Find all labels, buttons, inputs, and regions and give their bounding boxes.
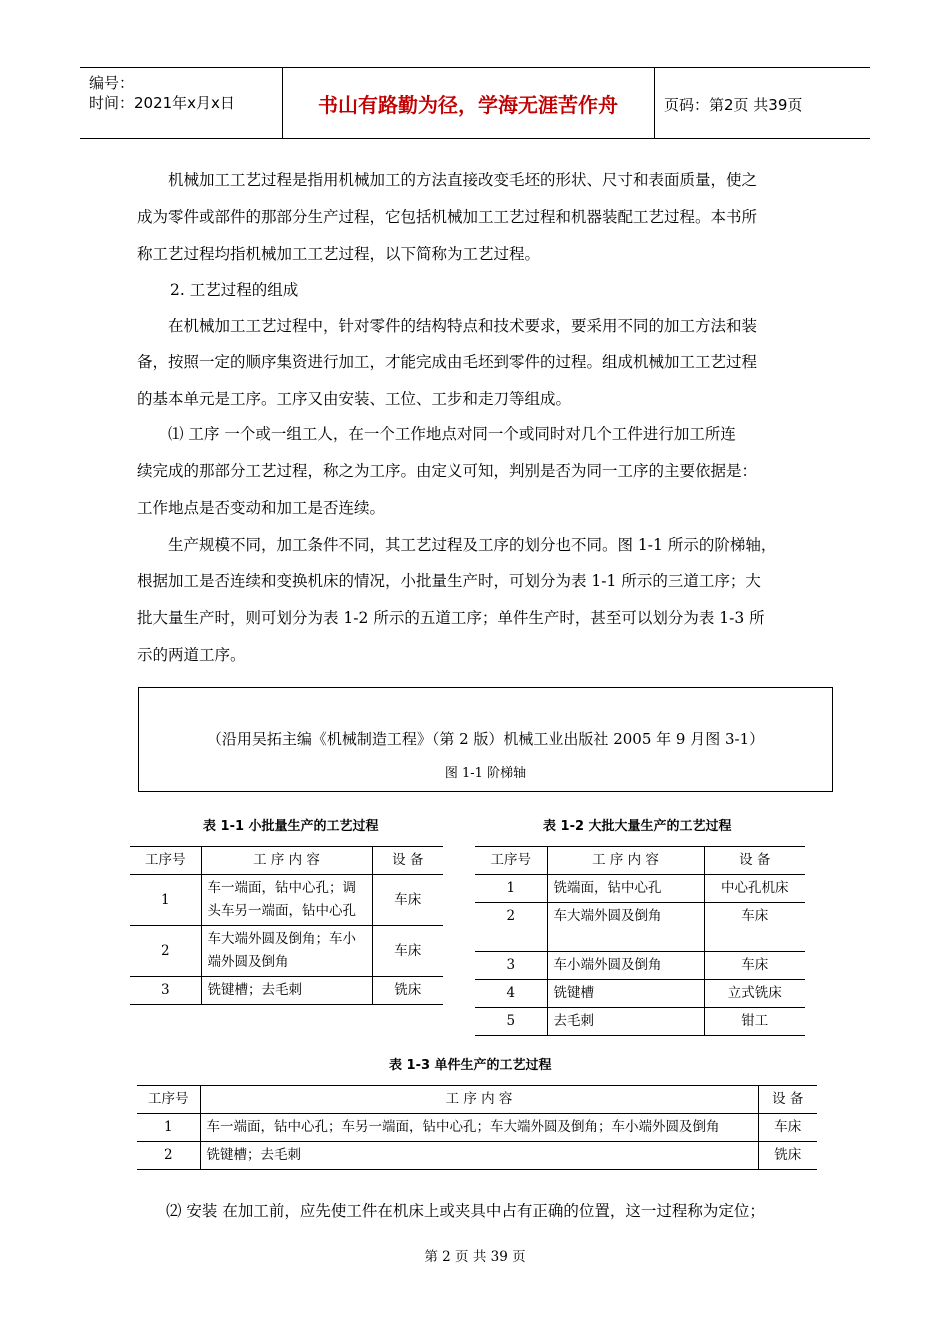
table3-header: 工 序 内 容 bbox=[200, 1086, 758, 1114]
table-row bbox=[475, 952, 805, 980]
table2-header: 设 备 bbox=[704, 847, 805, 875]
table2-header: 工 序 内 容 bbox=[547, 847, 704, 875]
table3-header: 设 备 bbox=[758, 1086, 817, 1114]
table-cell: 1 bbox=[137, 1114, 200, 1142]
table-cell: 3 bbox=[475, 952, 547, 980]
table3 bbox=[137, 1085, 817, 1170]
table-cell: 铣键槽；去毛刺 bbox=[200, 1142, 758, 1170]
table-row bbox=[130, 977, 443, 1005]
table2 bbox=[475, 846, 805, 1036]
table-cell: 车大端外圆及倒角 bbox=[547, 903, 704, 952]
paragraph-line: 续完成的那部分工艺过程，称之为工序。由定义可知，判别是否为同一工序的主要依据是： bbox=[137, 462, 758, 480]
table-cell: 1 bbox=[130, 875, 201, 926]
table-cell: 2 bbox=[130, 926, 201, 977]
paragraph-line: 的基本单元是工序。工序又由安装、工位、工步和走刀等组成。 bbox=[137, 390, 572, 408]
paragraph-line: 备，按照一定的顺序集资进行加工，才能完成由毛坯到零件的过程。组成机械加工工艺过程 bbox=[137, 353, 758, 371]
section-heading: 2. 工艺过程的组成 bbox=[170, 281, 299, 299]
paragraph-line: 生产规模不同，加工条件不同，其工艺过程及工序的划分也不同。图 1-1 所示的阶梯轴， bbox=[168, 536, 777, 554]
table-row bbox=[137, 1142, 817, 1170]
paragraph-line: 工作地点是否变动和加工是否连续。 bbox=[137, 499, 386, 517]
table-cell: 3 bbox=[130, 977, 201, 1005]
page-footer: 第 2 页 共 39 页 bbox=[424, 1249, 526, 1265]
table-row bbox=[475, 875, 805, 903]
table-cell: 去毛刺 bbox=[547, 1008, 704, 1036]
table-cell: 中心孔机床 bbox=[704, 875, 805, 903]
table-cell: 车一端面，钻中心孔；调头车另一端面，钻中心孔 bbox=[201, 875, 372, 926]
paragraph-line: 称工艺过程均指机械加工工艺过程，以下简称为工艺过程。 bbox=[137, 245, 541, 263]
table-cell: 车床 bbox=[704, 952, 805, 980]
table-cell: 车大端外圆及倒角；车小端外圆及倒角 bbox=[201, 926, 372, 977]
table1-caption: 表 1-1 小批量生产的工艺过程 bbox=[203, 819, 379, 834]
table2-header: 工序号 bbox=[475, 847, 547, 875]
table-cell: 2 bbox=[137, 1142, 200, 1170]
table-cell: 立式铣床 bbox=[704, 980, 805, 1008]
table-cell: 铣端面，钻中心孔 bbox=[547, 875, 704, 903]
paragraph-line: 示的两道工序。 bbox=[137, 646, 246, 664]
paragraph-line: 在机械加工工艺过程中，针对零件的结构特点和技术要求，要采用不同的加工方法和装 bbox=[168, 317, 758, 335]
table-row bbox=[137, 1114, 817, 1142]
table3-caption: 表 1-3 单件生产的工艺过程 bbox=[389, 1058, 552, 1073]
table-cell: 车一端面，钻中心孔；车另一端面，钻中心孔；车大端外圆及倒角；车小端外圆及倒角 bbox=[200, 1114, 758, 1142]
paragraph-line: ⑵ 安装 在加工前，应先使工件在机床上或夹具中占有正确的位置，这一过程称为定位； bbox=[166, 1202, 765, 1220]
page-header bbox=[80, 67, 870, 139]
table3-header: 工序号 bbox=[137, 1086, 200, 1114]
paragraph-line: 机械加工工艺过程是指用机械加工的方法直接改变毛坯的形状、尺寸和表面质量，使之 bbox=[168, 171, 758, 189]
table-cell: 4 bbox=[475, 980, 547, 1008]
figure-source: （沿用吴拓主编《机械制造工程》（第 2 版）机械工业出版社 2005 年 9 月图 3-1） bbox=[206, 730, 765, 748]
table-cell: 铣床 bbox=[774, 1147, 802, 1163]
table2-caption: 表 1-2 大批大量生产的工艺过程 bbox=[543, 819, 732, 834]
table-cell: 1 bbox=[475, 875, 547, 903]
paragraph-line: ⑴ 工序 一个或一组工人，在一个工作地点对同一个或同时对几个工件进行加工所连 bbox=[168, 425, 736, 443]
table-row bbox=[475, 903, 805, 952]
table-row bbox=[475, 1008, 805, 1036]
table1-header: 设 备 bbox=[372, 847, 443, 875]
table-cell: 铣键槽；去毛刺 bbox=[201, 977, 372, 1005]
page-info: 页码：第2页 共39页 bbox=[664, 96, 803, 114]
table-cell: 车床 bbox=[758, 1114, 817, 1142]
table-cell: 铣键槽 bbox=[547, 980, 704, 1008]
header-motto bbox=[282, 68, 655, 138]
doc-time-label: 时间：2021年x月x日 bbox=[89, 94, 235, 112]
figure-box bbox=[138, 687, 833, 792]
doc-code-label: 编号： bbox=[89, 74, 135, 92]
paragraph-line: 成为零件或部件的那部分生产过程，它包括机械加工工艺过程和机器装配工艺过程。本书所 bbox=[137, 208, 758, 226]
table-cell: 车床 bbox=[372, 875, 443, 926]
table-row bbox=[475, 980, 805, 1008]
table-row bbox=[130, 875, 443, 926]
paragraph-line: 根据加工是否连续和变换机床的情况，小批量生产时，可划分为表 1-1 所示的三道工序；大 bbox=[137, 572, 761, 590]
table1-header: 工 序 内 容 bbox=[201, 847, 372, 875]
table-cell: 车床 bbox=[372, 926, 443, 977]
table-cell: 车小端外圆及倒角 bbox=[547, 952, 704, 980]
table-row bbox=[130, 926, 443, 977]
header-meta bbox=[80, 68, 283, 138]
figure-caption: 图 1-1 阶梯轴 bbox=[444, 766, 527, 781]
motto-text: 书山有路勤为径，学海无涯苦作舟 bbox=[318, 92, 618, 117]
table-cell: 2 bbox=[475, 903, 547, 952]
table1-header: 工序号 bbox=[130, 847, 201, 875]
table-cell: 5 bbox=[475, 1008, 547, 1036]
paragraph-line: 批大量生产时，则可划分为表 1-2 所示的五道工序；单件生产时，甚至可以划分为表 1-3 所 bbox=[137, 609, 765, 627]
table1 bbox=[130, 846, 443, 1005]
table-cell: 铣床 bbox=[394, 982, 422, 998]
table-cell: 钳工 bbox=[741, 1013, 769, 1029]
table-cell: 车床 bbox=[704, 903, 805, 952]
